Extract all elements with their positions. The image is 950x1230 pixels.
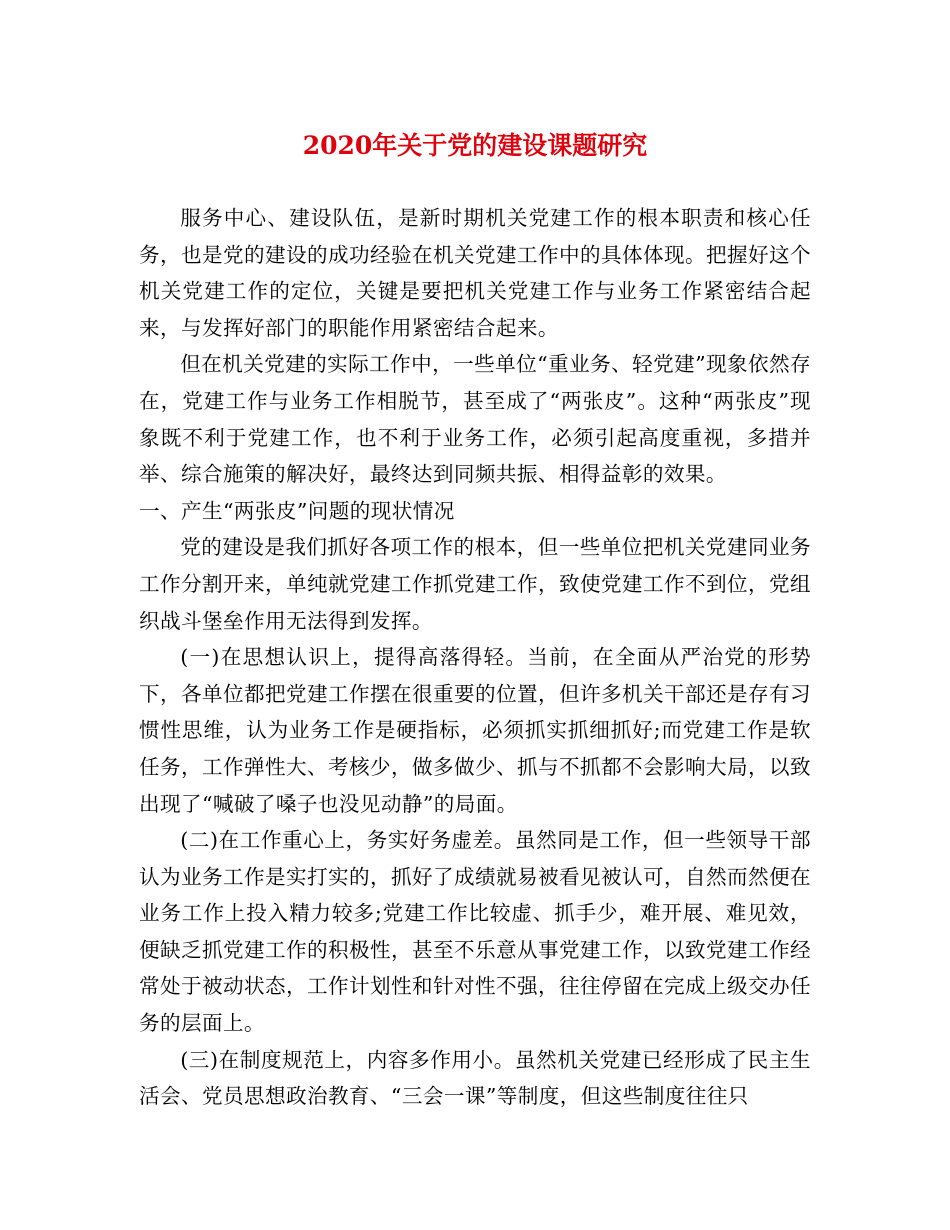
document-title: 2020年关于党的建设课题研究 — [302, 131, 648, 160]
section-heading-1: 一、产生“两张皮”问题的现状情况 — [139, 498, 455, 523]
paragraph-point-3: (三)在制度规范上，内容多作用小。虽然机关党建已经形成了民主生活会、党员思想政治教育、“三会一课”等制度，但这些制度往往只 — [139, 1047, 811, 1109]
paragraph-point-1: (一)在思想认识上，提得高落得轻。当前，在全面从严治党的形势下，各单位都把党建工作摆在很重要的位置，但许多机关干部还是存有习惯性思维，认为业务工作是硬指标，必须抓实抓细抓好;而党建工作是软任务，工作弹性大、考核少，做多做少、抓与不抓都不会影响大局，以致出现了“喊破了嗓子也没见动静”的局面。 — [139, 645, 811, 816]
paragraph-intro: 服务中心、建设队伍，是新时期机关党建工作的根本职责和核心任务，也是党的建设的成功经验在机关党建工作中的具体体现。把握好这个机关党建工作的定位，关键是要把机关党建工作与业务工作紧密结合起来，与发挥好部门的职能作用紧密结合起来。 — [139, 206, 811, 340]
paragraph-point-2: (二)在工作重心上，务实好务虚差。虽然同是工作，但一些领导干部认为业务工作是实打实的，抓好了成绩就易被看见被认可，自然而然便在业务工作上投入精力较多;党建工作比较虚、抓手少，难开展、难见效，便缺乏抓党建工作的积极性，甚至不乐意从事党建工作，以致党建工作经常处于被动状态，工作计划性和针对性不强，往往停留在完成上级交办任务的层面上。 — [139, 828, 811, 1036]
paragraph-section-1-intro: 党的建设是我们抓好各项工作的根本，但一些单位把机关党建同业务工作分割开来，单纯就党建工作抓党建工作，致使党建工作不到位，党组织战斗堡垒作用无法得到发挥。 — [139, 535, 811, 633]
document-body — [139, 200, 811, 1115]
paragraph-problem: 但在机关党建的实际工作中，一些单位“重业务、轻党建”现象依然存在，党建工作与业务工作相脱节，甚至成了“两张皮”。这种“两张皮”现象既不利于党建工作，也不利于业务工作，必须引起高度重视，多措并举、综合施策的解决好，最终达到同频共振、相得益彰的效果。 — [139, 352, 811, 487]
